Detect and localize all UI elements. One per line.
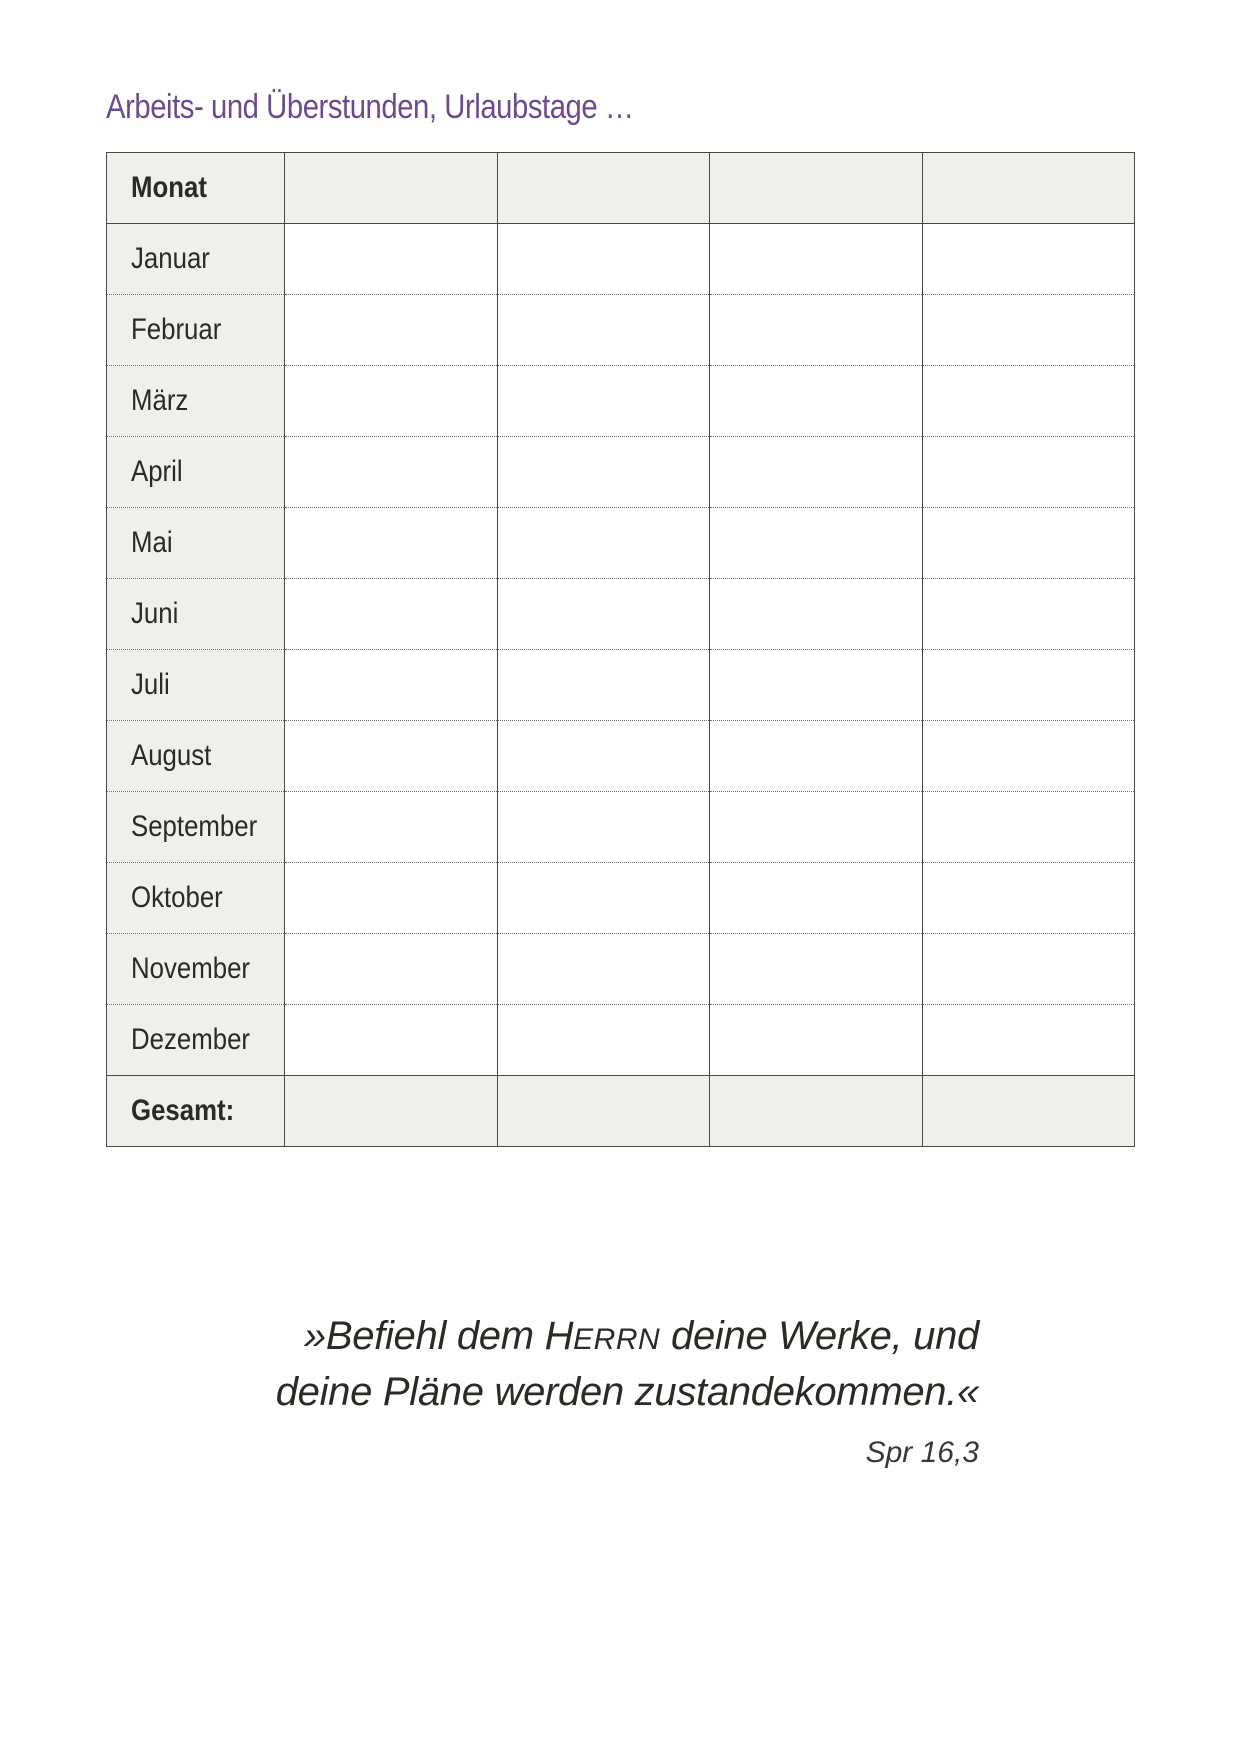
entry-cell[interactable] — [497, 579, 710, 650]
total-cell[interactable] — [922, 1076, 1135, 1147]
entry-cell[interactable] — [710, 437, 923, 508]
entry-cell[interactable] — [497, 863, 710, 934]
table-row — [107, 295, 1135, 366]
header-cell[interactable] — [922, 153, 1135, 224]
entry-cell[interactable] — [710, 579, 923, 650]
entry-cell[interactable] — [497, 650, 710, 721]
entry-cell[interactable] — [285, 650, 498, 721]
header-cell-month — [107, 153, 285, 224]
month-label: August — [131, 739, 212, 772]
entry-cell[interactable] — [710, 366, 923, 437]
bible-quote — [276, 1310, 979, 1418]
entry-cell[interactable] — [285, 579, 498, 650]
header-cell[interactable] — [285, 153, 498, 224]
entry-cell[interactable] — [922, 437, 1135, 508]
month-label: Dezember — [131, 1023, 251, 1056]
entry-cell[interactable] — [285, 934, 498, 1005]
entry-cell[interactable] — [497, 1005, 710, 1076]
month-label: November — [131, 952, 251, 985]
header-cell[interactable] — [710, 153, 923, 224]
month-label: März — [131, 384, 189, 417]
entry-cell[interactable] — [922, 508, 1135, 579]
entry-cell[interactable] — [285, 721, 498, 792]
entry-cell[interactable] — [285, 792, 498, 863]
entry-cell[interactable] — [922, 366, 1135, 437]
table-row — [107, 650, 1135, 721]
entry-cell[interactable] — [922, 721, 1135, 792]
quote-text: »Befiehl dem — [303, 1314, 545, 1358]
entry-cell[interactable] — [710, 721, 923, 792]
month-cell — [107, 224, 285, 295]
entry-cell[interactable] — [285, 437, 498, 508]
entry-cell[interactable] — [497, 792, 710, 863]
table-row — [107, 579, 1135, 650]
month-cell — [107, 792, 285, 863]
month-cell — [107, 721, 285, 792]
entry-cell[interactable] — [710, 1005, 923, 1076]
entry-cell[interactable] — [285, 1005, 498, 1076]
entry-cell[interactable] — [497, 366, 710, 437]
table-row — [107, 863, 1135, 934]
total-cell[interactable] — [710, 1076, 923, 1147]
month-label: Juli — [131, 668, 170, 701]
entry-cell[interactable] — [497, 295, 710, 366]
month-cell — [107, 934, 285, 1005]
entry-cell[interactable] — [497, 934, 710, 1005]
entry-cell[interactable] — [497, 508, 710, 579]
month-label: April — [131, 455, 183, 488]
month-label: September — [131, 810, 258, 843]
table-row — [107, 721, 1135, 792]
entry-cell[interactable] — [710, 863, 923, 934]
month-cell — [107, 295, 285, 366]
entry-cell[interactable] — [710, 650, 923, 721]
entry-cell[interactable] — [285, 224, 498, 295]
entry-cell[interactable] — [922, 295, 1135, 366]
header-label: Monat — [131, 171, 207, 204]
entry-cell[interactable] — [285, 295, 498, 366]
total-cell[interactable] — [497, 1076, 710, 1147]
month-label: Januar — [131, 242, 210, 275]
entry-cell[interactable] — [922, 579, 1135, 650]
entry-cell[interactable] — [710, 792, 923, 863]
month-label: Juni — [131, 597, 179, 630]
entry-cell[interactable] — [922, 792, 1135, 863]
entry-cell[interactable] — [922, 863, 1135, 934]
total-cell[interactable] — [285, 1076, 498, 1147]
table-row — [107, 508, 1135, 579]
entry-cell[interactable] — [922, 650, 1135, 721]
month-cell — [107, 508, 285, 579]
quote-herrn-initial: H — [544, 1314, 574, 1358]
quote-herrn-smallcaps: ERRN — [573, 1323, 661, 1356]
entry-cell[interactable] — [497, 224, 710, 295]
entry-cell[interactable] — [710, 934, 923, 1005]
month-cell — [107, 437, 285, 508]
total-cell-label — [107, 1076, 285, 1147]
quote-line-1 — [276, 1310, 979, 1366]
month-cell — [107, 366, 285, 437]
month-cell — [107, 863, 285, 934]
table-row — [107, 1005, 1135, 1076]
hours-table — [106, 152, 1135, 1147]
table-row — [107, 792, 1135, 863]
entry-cell[interactable] — [497, 721, 710, 792]
entry-cell[interactable] — [285, 366, 498, 437]
entry-cell[interactable] — [497, 437, 710, 508]
entry-cell[interactable] — [922, 934, 1135, 1005]
page-title: Arbeits- und Überstunden, Urlaubstage … — [106, 88, 634, 126]
total-label: Gesamt: — [131, 1094, 235, 1127]
month-cell — [107, 650, 285, 721]
table-row — [107, 437, 1135, 508]
table-header-row — [107, 153, 1135, 224]
table-row — [107, 934, 1135, 1005]
month-label: Februar — [131, 313, 222, 346]
total-row — [107, 1076, 1135, 1147]
entry-cell[interactable] — [285, 863, 498, 934]
entry-cell[interactable] — [922, 224, 1135, 295]
header-cell[interactable] — [497, 153, 710, 224]
entry-cell[interactable] — [922, 1005, 1135, 1076]
quote-line-2: deine Pläne werden zustandekommen.« — [275, 1370, 979, 1414]
month-cell — [107, 579, 285, 650]
entry-cell[interactable] — [710, 295, 923, 366]
table-row — [107, 366, 1135, 437]
month-label: Oktober — [131, 881, 223, 914]
table-row — [107, 224, 1135, 295]
entry-cell[interactable] — [285, 508, 498, 579]
month-cell — [107, 1005, 285, 1076]
entry-cell[interactable] — [710, 508, 923, 579]
quote-text: deine Werke, und — [660, 1314, 979, 1358]
entry-cell[interactable] — [710, 224, 923, 295]
month-label: Mai — [131, 526, 173, 559]
quote-reference: Spr 16,3 — [865, 1436, 979, 1469]
